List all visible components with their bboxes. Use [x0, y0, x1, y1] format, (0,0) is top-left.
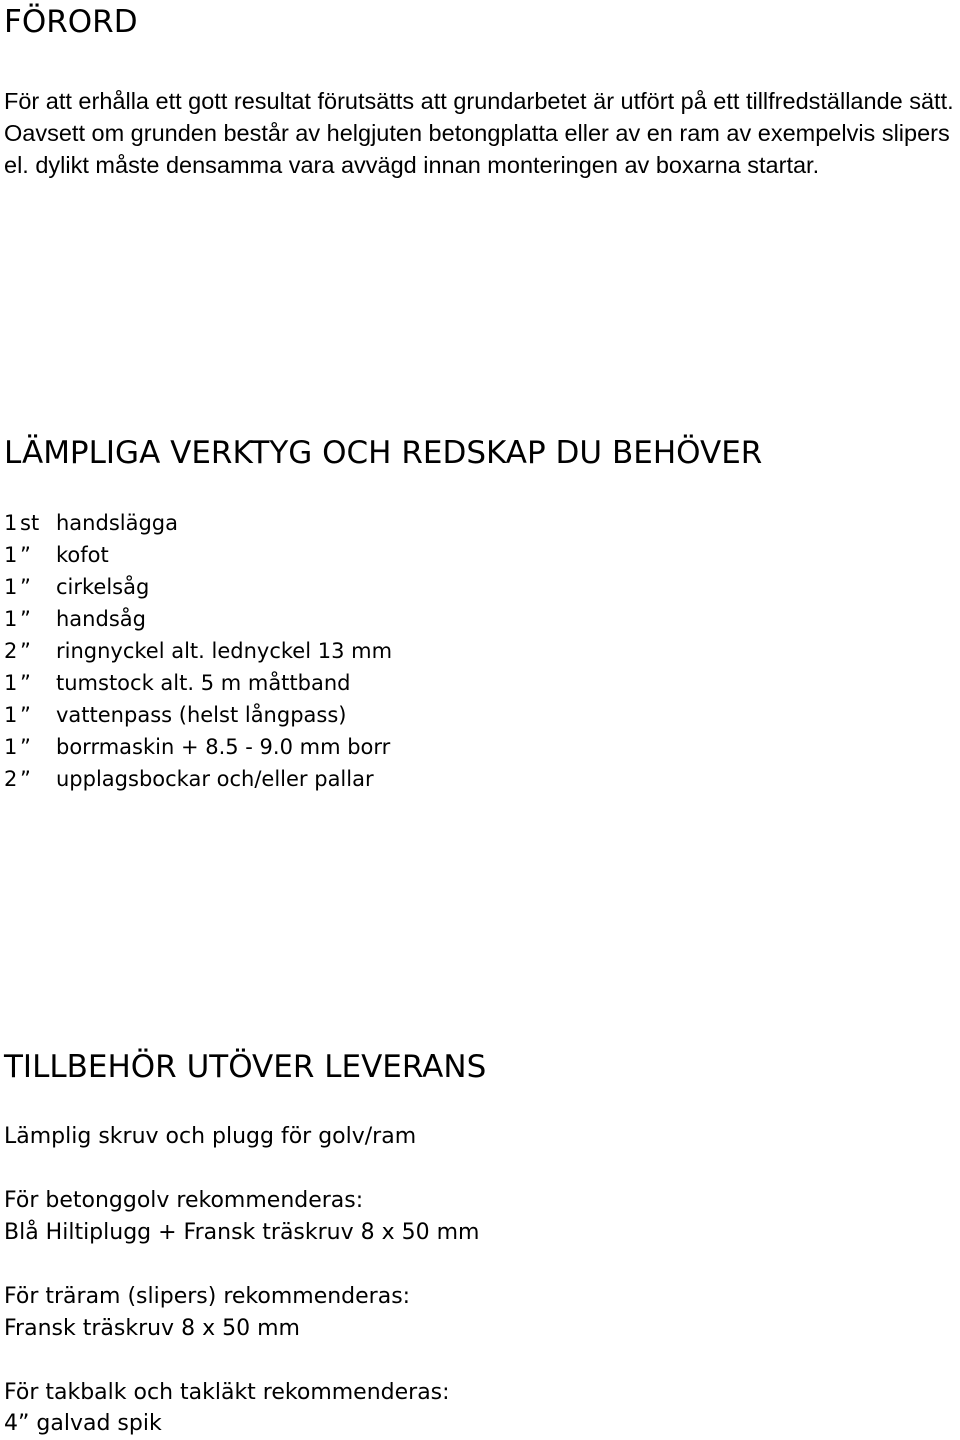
- tool-name: cirkelsåg: [56, 575, 150, 599]
- tool-name: tumstock alt. 5 m måttband: [56, 671, 351, 695]
- tool-name: ringnyckel alt. lednyckel 13 mm: [56, 639, 393, 663]
- wood-frame-recommendation: Fransk träskruv 8 x 50 mm: [4, 1316, 300, 1341]
- tool-name: upplagsbockar och/eller pallar: [56, 767, 374, 791]
- tool-quantity: 2: [4, 767, 18, 791]
- tool-unit: ”: [20, 607, 31, 631]
- tool-list-item: [4, 603, 392, 635]
- concrete-floor-label: För betonggolv rekommenderas:: [4, 1188, 364, 1213]
- tool-unit: ”: [20, 671, 31, 695]
- tool-name: handsåg: [56, 607, 146, 631]
- tool-unit: ”: [20, 639, 31, 663]
- ceiling-beam-recommendation: 4” galvad spik: [4, 1411, 162, 1436]
- tool-quantity: 1: [4, 607, 18, 631]
- ceiling-beam-label: För takbalk och takläkt rekommenderas:: [4, 1380, 450, 1405]
- tool-list-item: [4, 731, 392, 763]
- accessories-intro: Lämplig skruv och plugg för golv/ram: [4, 1124, 417, 1149]
- tool-quantity: 1: [4, 543, 18, 567]
- tool-list-item: [4, 635, 392, 667]
- tool-quantity: 1: [4, 575, 18, 599]
- tool-quantity: 1: [4, 703, 18, 727]
- tool-list-item: [4, 539, 392, 571]
- tool-list-item: [4, 507, 392, 539]
- tool-list-item: [4, 571, 392, 603]
- foreword-heading: FÖRORD: [4, 4, 138, 40]
- foreword-paragraph: För att erhålla ett gott resultat förutsätts att grundarbetet är utfört på ett tillfredställande sätt. Oavsett om grunden består av helgjuten betongplatta eller av en ram av exempelvis slipers el. dylikt måste densamma vara avvägd innan monteringen av boxarna startar.: [4, 88, 954, 178]
- accessories-heading: TILLBEHÖR UTÖVER LEVERANS: [4, 1049, 487, 1085]
- concrete-floor-recommendation: Blå Hiltiplugg + Fransk träskruv 8 x 50 mm: [4, 1220, 480, 1245]
- tool-name: kofot: [56, 543, 109, 567]
- tool-unit: ”: [20, 767, 31, 791]
- tool-quantity: 1: [4, 671, 18, 695]
- wood-frame-label: För träram (slipers) rekommenderas:: [4, 1284, 411, 1309]
- tool-unit: ”: [20, 735, 31, 759]
- tool-name: borrmaskin + 8.5 - 9.0 mm borr: [56, 735, 391, 759]
- tool-unit: st: [20, 511, 40, 535]
- tool-unit: ”: [20, 575, 31, 599]
- tool-list-item: [4, 763, 392, 795]
- tool-unit: ”: [20, 543, 31, 567]
- tool-list-item: [4, 667, 392, 699]
- tool-unit: ”: [20, 703, 31, 727]
- tool-quantity: 1: [4, 735, 18, 759]
- tool-list-item: [4, 699, 392, 731]
- tools-heading: LÄMPLIGA VERKTYG OCH REDSKAP DU BEHÖVER: [4, 435, 763, 471]
- tool-quantity: 2: [4, 639, 18, 663]
- tools-list: [4, 507, 392, 795]
- tool-quantity: 1: [4, 511, 18, 535]
- tool-name: vattenpass (helst långpass): [56, 703, 347, 727]
- tool-name: handslägga: [56, 511, 178, 535]
